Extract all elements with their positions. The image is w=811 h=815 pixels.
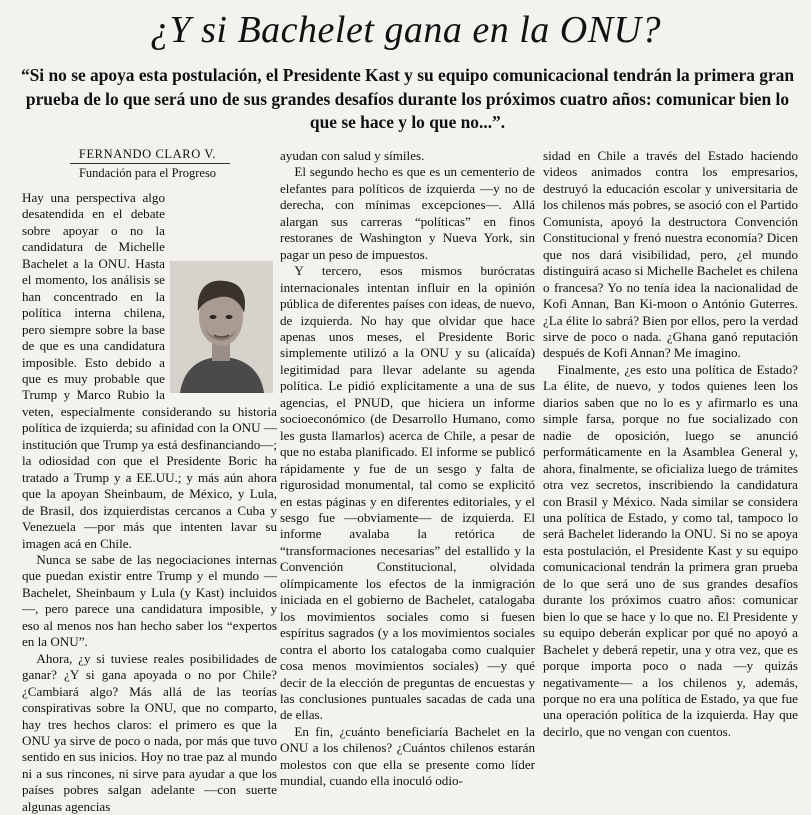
column-2	[280, 148, 535, 790]
author-name: FERNANDO CLARO V.	[78, 147, 217, 161]
author-portrait-icon	[170, 261, 273, 393]
column-3	[543, 148, 798, 740]
paragraph: Nunca se sabe de las negociaciones internas que puedan existir entre Trump y el mundo —Bachelet, Sheinbaum y Lula (y Kast) incluidos—, pero parece una candidatura imposible, y eso al menos nos han hecho saber los “expertos en la ONU”.	[22, 551, 277, 650]
paragraph: El segundo hecho es que es un cementerio de elefantes para políticos de izquierda —y no de derecha, con mínimas excepciones—. Allá alargan sus carreras “políticas” en finos restoranes de Washington y Nueva York, sin pagar un peso de impuestos.	[280, 164, 535, 262]
author-portrait-photo	[170, 261, 273, 393]
headline: ¿Y si Bachelet gana en la ONU?	[149, 9, 662, 51]
paragraph: En fin, ¿cuánto beneficiaría Bachelet en la ONU a los chilenos? ¿Cuántos chilenos estarán molestos con que ella se presente como líder mundial, cuando ella inoculó odio-	[280, 723, 535, 789]
author-rule	[70, 163, 230, 164]
paragraph: Hay una perspectiva algo desatendida en el debate sobre apoyar o no la candidatura de Michelle Bachelet a la ONU. Hasta el momento, los análisis se han concentrado en la política interna chilena, pero siempre sobre la base de que es una candidatura imposible. Esto debido a que es muy probable que Trump y Marco Rubio la veten, especialmente considerando su historia política de izquierda; su afinidad con la ONU —institución que Trump ya está desfinanciando—; la odiosidad con que el Presidente Boric ha tratado a Trump y a EE.UU.; y más aún ahora que la apoyan Sheinbaum, de México, y Lula, de Brasil, dos izquierdistas cercanos a Cuba y Venezuela —por más que intenten lavar su imagen acá en Chile.	[22, 190, 277, 551]
paragraph: Finalmente, ¿es esto una política de Estado? La élite, de nuevo, y todos quienes leen los diarios saben que no lo es y afirmarlo es una simple farsa, porque no fue socializado con nadie de oposición, luego se anunció performáticamente en la Asamblea General y, ahora, finalmente, se oficializa luego de trámites otra vez secretos, inscribiendo la candidatura con Brasil y México. Nada similar se considera una política de Estado, y como tal, tampoco lo será Bachelet liderando la ONU. Si no se apoya esta postulación, el Presidente Kast y su equipo comunicacional tendrán la primera gran prueba de lo que será uno de sus grandes desafíos durante los próximos cuatro años: comunicar bien lo que se hace y lo que no. El Presidente y su equipo deberán explicar por qué no apoyó a Bachelet y deberá repetir, una y otra vez, que es porque importa poco o nada —y quizás negativamente— a los chilenos y, además, porque no era una política de Estado, ya que fue una operación política de la izquierda. Hay que decirlo, que no vengan con cuentos.	[543, 361, 798, 739]
paragraph: ayudan con salud y símiles.	[280, 148, 425, 163]
paragraph: Y tercero, esos mismos burócratas internacionales intentan influir en la opinión pública de diferentes países con ideas, de nuevo, de izquierda. No hay que olvidar que hace apenas unos meses, el Presidente Boric simplemente utilizó a la ONU y su (alicaída) legitimidad para llevar adelante su agenda política. Le pidió explícitamente a una de sus agencias, el PNUD, que hiciera un informe socioeconómico (de Desarrollo Humano, como les gusta llamarlos) acerca de Chile, a pesar de que no estaba planificado. El informe se publicó rápidamente y fue de un sesgo y falta de rigurosidad monumental, tal como se explicitó en estas páginas y en diferentes editoriales, y el sesgo fue —obviamente— de izquierda. El informe avalaba la retórica de “transformaciones necesarias” del estallido y la Convención Constitucional, olvidada olímpicamente los efectos de la inmigración iniciada en el gobierno de Bachelet, catalogaba los movimientos sociales como si fuesen espíritus sagrados (y a los movimientos sociales contra el aborto los catalogaba como cualquier cosa menos movimientos sociales) —y qué decir de la elección de preguntas de encuestas y las conclusiones puntuales sacadas de cada una de ellas.	[280, 263, 535, 723]
paragraph: sidad en Chile a través del Estado haciendo videos animados contra los empresarios, destruyó la educación escolar y universitaria de los chilenos más pobres, se asoció con el Partido Comunista, apoyó la destructora Convención Constitucional y frenó nuestra economía? Dicen que nos dará visibilidad, pero, ¿el mundo distinguirá acaso si Michelle Bachelet es chilena o francesa? Yo no tenía idea la nacionalidad de Kofi Annan, Ban Ki-moon o António Guterres. ¿La élite lo sabrá? Bien por ellos, pero la verdad sirve de poco o nada. ¿Ghana ganó reputación después de Kofi Annan? Me imagino.	[543, 148, 798, 361]
author-affiliation: Fundación para el Progreso	[78, 166, 217, 180]
paragraph: Ahora, ¿y si tuviese reales posibilidades de ganar? ¿Y si gana apoyada o no por Chile? ¿Cambiará algo? Más allá de las teorías conspirativas sobre la ONU, que no comparto, hay tres hechos claros: el primero es que la ONU ya sirve de poco o nada, por más que tuvo sentido en sus inicios. Hoy no trae paz al mundo ni a sus rincones, ni sirve para ayudar a que los países pobres salgan adelante —con suerte algunas agencias	[22, 650, 277, 814]
pull-quote: “Si no se apoya esta postulación, el Presidente Kast y su equipo comunicacional tendrán la primera gran prueba de lo que será uno de sus grandes desafíos durante los próximos cuatro años: comunicar bien lo que se hace y lo que no...”.	[20, 65, 795, 132]
